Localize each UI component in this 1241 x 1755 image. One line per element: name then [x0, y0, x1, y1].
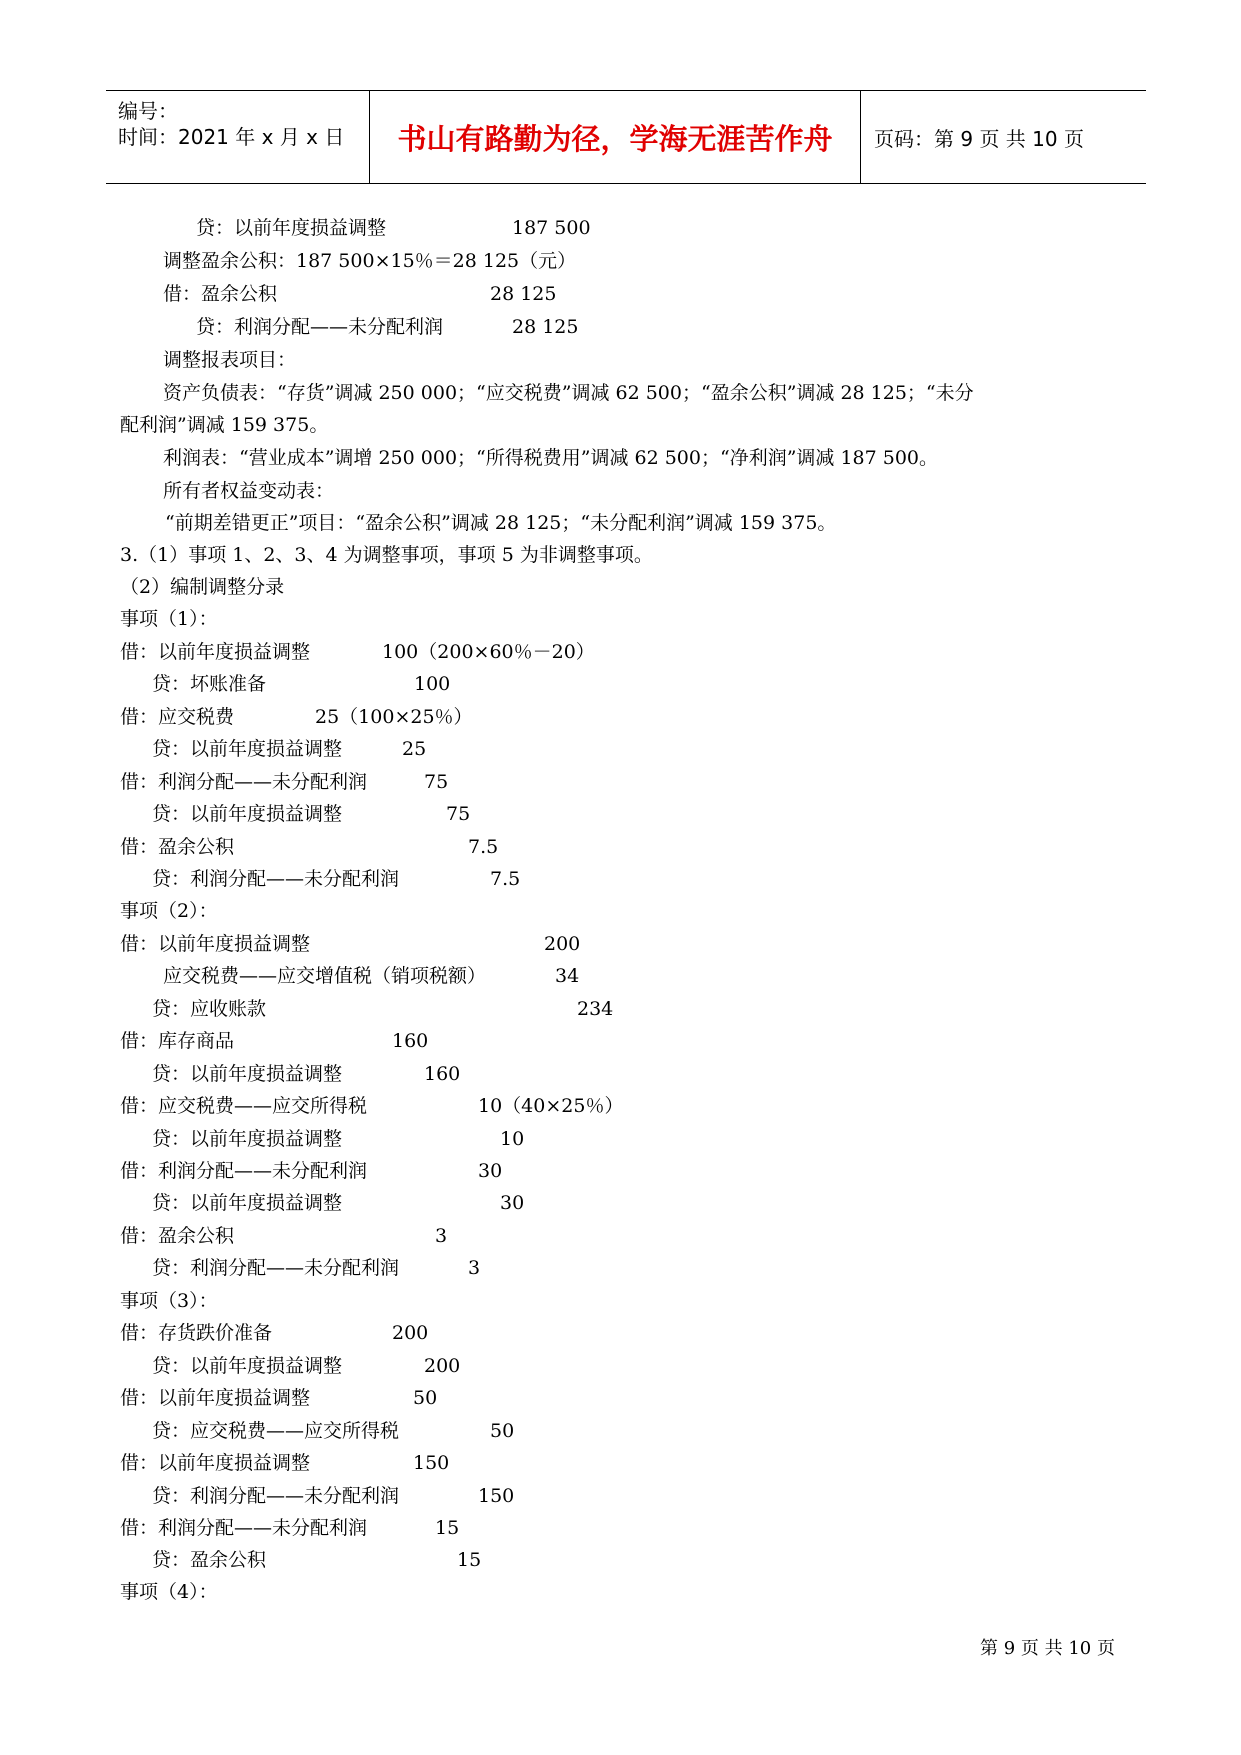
text-line: 借：应交税费	[120, 706, 235, 728]
header-page-info: 页码：第 9 页 共 10 页	[874, 126, 1084, 151]
text-line: 贷：利润分配——未分配利润	[152, 868, 400, 890]
text-line: 贷：应收账款	[152, 998, 267, 1020]
page-header	[106, 90, 1146, 184]
amount: 28 125	[512, 316, 579, 338]
amount: 15	[435, 1517, 460, 1539]
text-line: 贷：利润分配——未分配利润	[152, 1485, 400, 1507]
amount: 10	[500, 1128, 525, 1150]
text-line: 贷：以前年度损益调整	[152, 1355, 343, 1377]
amount: 75	[424, 771, 449, 793]
doc-time-label: 时间：2021 年 x 月 x 日	[118, 125, 345, 149]
section-heading: 事项（1）：	[120, 608, 218, 630]
text-line: 借：盈余公积	[163, 283, 278, 305]
text-line: 贷：坏账准备	[152, 673, 267, 695]
text-line: 借：以前年度损益调整	[120, 641, 311, 663]
amount: 75	[446, 803, 471, 825]
text-line: 配利润”调减 159 375。	[120, 414, 329, 436]
amount: 200	[544, 933, 581, 955]
header-meta	[106, 91, 369, 183]
amount: 10（40×25％）	[478, 1095, 624, 1117]
amount: 30	[478, 1160, 503, 1182]
text-line: 贷：以前年度损益调整	[152, 1063, 343, 1085]
text-line: 借：以前年度损益调整	[120, 1387, 311, 1409]
amount: 50	[490, 1420, 515, 1442]
amount: 160	[424, 1063, 461, 1085]
text-line: 贷：利润分配——未分配利润	[152, 1257, 400, 1279]
text-line: 贷：利润分配——未分配利润	[196, 316, 444, 338]
text-line: 贷：以前年度损益调整	[152, 1192, 343, 1214]
amount: 28 125	[490, 283, 557, 305]
text-line: （2）编制调整分录	[120, 576, 285, 598]
amount: 25（100×25％）	[315, 706, 473, 728]
amount: 7.5	[468, 836, 499, 858]
text-line: 贷：以前年度损益调整	[196, 217, 387, 239]
section-heading: 事项（3）：	[120, 1290, 218, 1312]
text-line: 借：应交税费——应交所得税	[120, 1095, 368, 1117]
text-line: 利润表：“营业成本”调增 250 000；“所得税费用”调减 62 500；“净利润”调减 187 500。	[163, 447, 939, 469]
amount: 234	[577, 998, 614, 1020]
amount: 100（200×60％－20）	[382, 641, 595, 663]
text-line: 借：利润分配——未分配利润	[120, 1160, 368, 1182]
text-line: 调整报表项目：	[163, 349, 297, 371]
text-line: 贷：以前年度损益调整	[152, 738, 343, 760]
section-heading: 事项（2）：	[120, 900, 218, 922]
text-line: 借：盈余公积	[120, 836, 235, 858]
text-line: 借：以前年度损益调整	[120, 933, 311, 955]
section-heading: 事项（4）：	[120, 1581, 218, 1603]
text-line: 贷：以前年度损益调整	[152, 1128, 343, 1150]
text-line: 应交税费——应交增值税（销项税额）	[163, 965, 487, 987]
amount: 100	[414, 673, 451, 695]
text-line: 贷：应交税费——应交所得税	[152, 1420, 400, 1442]
amount: 187 500	[512, 217, 591, 239]
page-footer: 第 9 页 共 10 页	[980, 1638, 1115, 1659]
text-line: 调整盈余公积：187 500×15％＝28 125（元）	[163, 250, 577, 272]
text-line: 资产负债表：“存货”调减 250 000；“应交税费”调减 62 500；“盈余公积”调减 28 125；“未分	[163, 382, 974, 404]
text-line: 借：存货跌价准备	[120, 1322, 273, 1344]
amount: 3	[468, 1257, 481, 1279]
amount: 34	[555, 965, 580, 987]
amount: 50	[413, 1387, 438, 1409]
text-line: “前期差错更正”项目：“盈余公积”调减 28 125；“未分配利润”调减 159 375。	[165, 512, 837, 534]
text-line: 贷：以前年度损益调整	[152, 803, 343, 825]
amount: 25	[402, 738, 427, 760]
text-line: 借：利润分配——未分配利润	[120, 771, 368, 793]
amount: 200	[392, 1322, 429, 1344]
text-line: 借：库存商品	[120, 1030, 235, 1052]
amount: 160	[392, 1030, 429, 1052]
text-line: 3.（1）事项 1、2、3、4 为调整事项，事项 5 为非调整事项。	[120, 544, 653, 566]
amount: 15	[457, 1549, 482, 1571]
amount: 30	[500, 1192, 525, 1214]
header-motto: 书山有路勤为径，学海无涯苦作舟	[369, 91, 861, 183]
text-line: 借：以前年度损益调整	[120, 1452, 311, 1474]
text-line: 贷：盈余公积	[152, 1549, 267, 1571]
amount: 3	[435, 1225, 448, 1247]
text-line: 借：利润分配——未分配利润	[120, 1517, 368, 1539]
amount: 7.5	[490, 868, 521, 890]
amount: 150	[413, 1452, 450, 1474]
amount: 150	[478, 1485, 515, 1507]
amount: 200	[424, 1355, 461, 1377]
text-line: 所有者权益变动表：	[163, 480, 335, 502]
text-line: 借：盈余公积	[120, 1225, 235, 1247]
doc-number-label: 编号：	[118, 99, 178, 123]
